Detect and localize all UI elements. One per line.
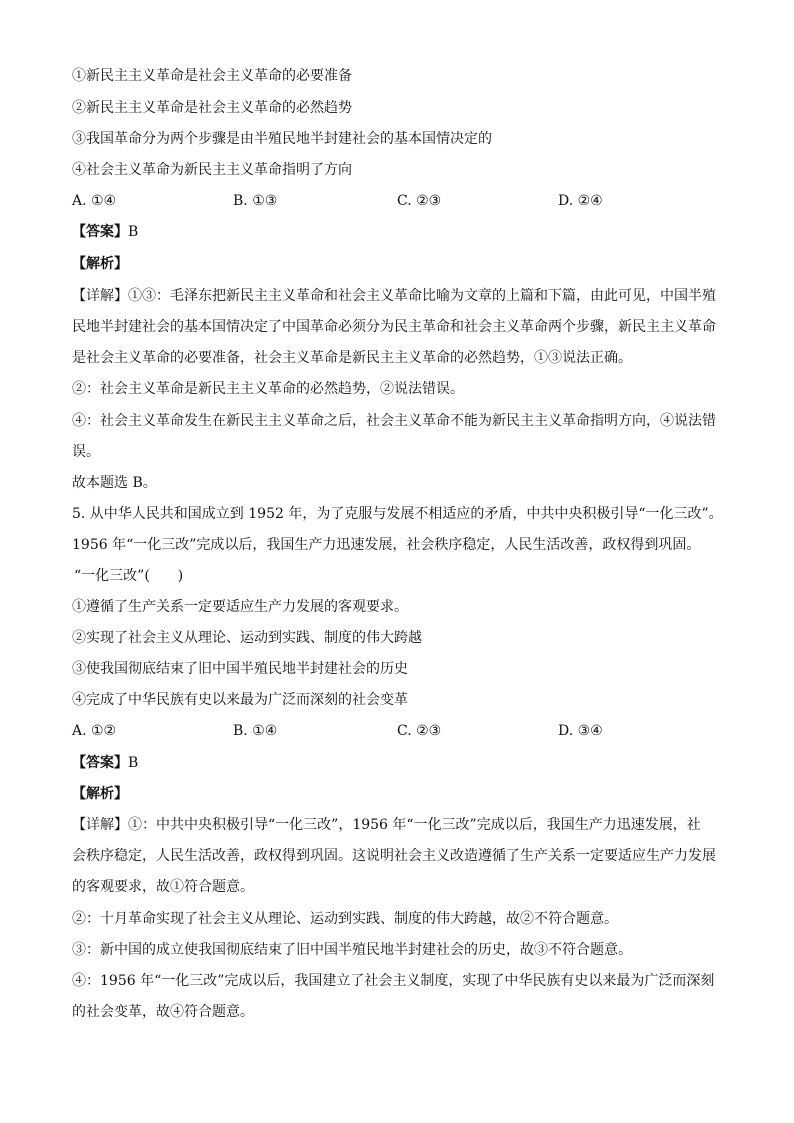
- q4-detail-line-3: 是社会主义革命的必要准备，社会主义革命是新民主主义革命的必然趋势，①③说法正确。: [72, 350, 632, 366]
- q5-stem-line-2: 1956 年“一化三改”完成以后，我国生产力迅速发展，社会秩序稳定，人民生活改善，政权得到巩固。: [72, 537, 701, 553]
- q5-option-1: ①遵循了生产关系一定要适应生产力发展的客观要求。: [72, 599, 408, 615]
- q4-option-3: ③我国革命分为两个步骤是由半殖民地半封建社会的基本国情决定的: [72, 131, 492, 147]
- q5-option-3: ③使我国彻底结束了旧中国半殖民地半封建社会的历史: [72, 661, 408, 677]
- q4-detail-line-7: 故本题选 B。: [72, 475, 157, 491]
- q4-detail-line-2: 民地半封建社会的基本国情决定了中国革命必须分为民主革命和社会主义革命两个步骤，新民主主义革命: [72, 319, 716, 335]
- q4-option-1: ①新民主主义革命是社会主义革命的必要准备: [72, 68, 352, 84]
- q4-answer-tag: 【答案】: [72, 224, 128, 240]
- q4-choice-d: D. ②④: [558, 193, 603, 209]
- q4-detail-line-6: 误。: [72, 444, 100, 460]
- q5-answer: [72, 754, 138, 772]
- q4-detail-line-5: ④：社会主义革命发生在新民主主义革命之后，社会主义革命不能为新民主主义革命指明方向，④说法错: [72, 413, 716, 429]
- q4-choice-a: A. ①④: [72, 193, 117, 209]
- q5-detail-line-5: ③：新中国的成立使我国彻底结束了旧中国半殖民地半封建社会的历史，故③不符合题意。: [72, 942, 632, 958]
- q5-stem-line-3: “一化三改”( ): [74, 568, 184, 584]
- q5-analysis-tag: 【解析】: [72, 786, 128, 802]
- q5-choice-d: D. ③④: [558, 723, 603, 739]
- q5-choices: [72, 722, 724, 740]
- q5-detail-line-1: 【详解】①：中共中央积极引导“一化三改”，1956 年“一化三改”完成以后，我国生产力迅速发展，社: [72, 817, 701, 833]
- q4-answer-value: B: [128, 224, 139, 240]
- q5-detail-line-4: ②：十月革命实现了社会主义从理论、运动到实践、制度的伟大跨越，故②不符合题意。: [72, 911, 618, 927]
- q4-choice-b: B. ①③: [233, 193, 278, 209]
- q5-choice-a: A. ①②: [72, 723, 117, 739]
- q5-answer-tag: 【答案】: [72, 755, 128, 771]
- q5-option-4: ④完成了中华民族有史以来最为广泛而深刻的社会变革: [72, 692, 408, 708]
- q5-detail-line-7: 的社会变革，故④符合题意。: [72, 1004, 254, 1020]
- q5-detail-line-6: ④：1956 年“一化三改”完成以后，我国建立了社会主义制度，实现了中华民族有史以来最为广泛而深刻: [72, 973, 715, 989]
- q5-detail-line-3: 的客观要求，故①符合题意。: [72, 879, 254, 895]
- q4-detail-line-4: ②：社会主义革命是新民主主义革命的必然趋势，②说法错误。: [72, 381, 464, 397]
- q5-answer-value: B: [128, 755, 139, 771]
- q4-option-2: ②新民主主义革命是社会主义革命的必然趋势: [72, 100, 352, 116]
- q5-choice-c: C. ②③: [397, 723, 442, 739]
- q4-option-4: ④社会主义革命为新民主主义革命指明了方向: [72, 162, 352, 178]
- q4-answer: [72, 223, 138, 241]
- q4-choice-c: C. ②③: [397, 193, 442, 209]
- q5-stem-line-1: 5. 从中华人民共和国成立到 1952 年，为了克服与发展不相适应的矛盾，中共中央积极引导“一化三改”。: [72, 506, 723, 522]
- q5-choice-b: B. ①④: [233, 723, 278, 739]
- q4-detail-line-1: 【详解】①③：毛泽东把新民主主义革命和社会主义革命比喻为文章的上篇和下篇，由此可见，中国半殖: [72, 288, 716, 304]
- q4-choices: [72, 192, 724, 210]
- q5-option-2: ②实现了社会主义从理论、运动到实践、制度的伟大跨越: [72, 630, 422, 646]
- q5-detail-line-2: 会秩序稳定，人民生活改善，政权得到巩固。这说明社会主义改造遵循了生产关系一定要适应生产力发展: [72, 848, 716, 864]
- q4-analysis-tag: 【解析】: [72, 256, 128, 272]
